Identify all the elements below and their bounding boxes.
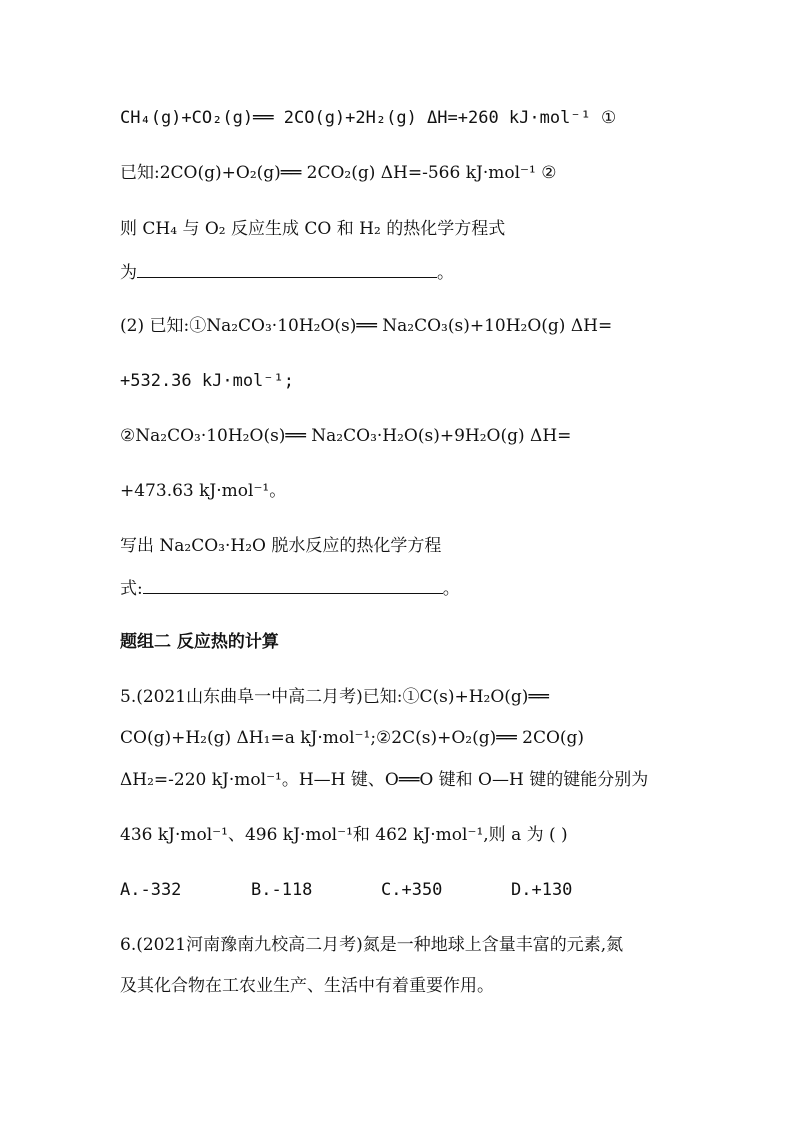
question-5-line-1: 5.(2021山东曲阜一中高二月考)已知:①C(s)+H₂O(g)══ (120, 687, 549, 707)
part-2-value-2: +473.63 kJ·mol⁻¹。 (120, 481, 287, 501)
answer-blank-1[interactable] (137, 259, 437, 278)
answer-suffix: 。 (437, 263, 454, 283)
answer-line-1 (120, 259, 454, 285)
equation-1: CH₄(g)+CO₂(g)══ 2CO(g)+2H₂(g) ΔH=+260 kJ·mol⁻¹ ① (120, 108, 617, 128)
answer-blank-2[interactable] (143, 575, 443, 594)
question-6-line-1: 6.(2021河南豫南九校高二月考)氮是一种地球上含量丰富的元素,氮 (120, 935, 624, 955)
question-5-line-4: 436 kJ·mol⁻¹、496 kJ·mol⁻¹和 462 kJ·mol⁻¹,则 a 为 ( ) (120, 825, 568, 845)
option-c[interactable]: C.+350 (381, 880, 443, 900)
answer-prefix: 为 (120, 263, 137, 283)
equation-2: 已知:2CO(g)+O₂(g)══ 2CO₂(g) ΔH=-566 kJ·mol⁻¹ ② (120, 163, 557, 183)
option-d[interactable]: D.+130 (511, 880, 573, 900)
answer-prefix-2: 式: (120, 579, 143, 599)
question-5-line-3: ΔH₂=-220 kJ·mol⁻¹。H—H 键、O══O 键和 O—H 键的键能分别为 (120, 770, 649, 790)
question-6-line-2: 及其化合物在工农业生产、生活中有着重要作用。 (120, 976, 494, 996)
option-b[interactable]: B.-118 (251, 880, 313, 900)
part-2-question: 写出 Na₂CO₃·H₂O 脱水反应的热化学方程 (120, 536, 442, 556)
question-text: 则 CH₄ 与 O₂ 反应生成 CO 和 H₂ 的热化学方程式 (120, 219, 506, 239)
part-2-value-1: +532.36 kJ·mol⁻¹; (120, 371, 294, 391)
option-a[interactable]: A.-332 (120, 880, 182, 900)
answer-line-2 (120, 575, 460, 601)
part-2-equation-2: ②Na₂CO₃·10H₂O(s)══ Na₂CO₃·H₂O(s)+9H₂O(g) ΔH= (120, 426, 572, 446)
question-5-line-2: CO(g)+H₂(g) ΔH₁=a kJ·mol⁻¹;②2C(s)+O₂(g)══ 2CO(g) (120, 728, 585, 748)
section-heading: 题组二 反应热的计算 (120, 632, 279, 652)
answer-suffix-2: 。 (442, 579, 460, 599)
part-2-line: (2) 已知:①Na₂CO₃·10H₂O(s)══ Na₂CO₃(s)+10H₂O(g) ΔH= (120, 316, 613, 336)
